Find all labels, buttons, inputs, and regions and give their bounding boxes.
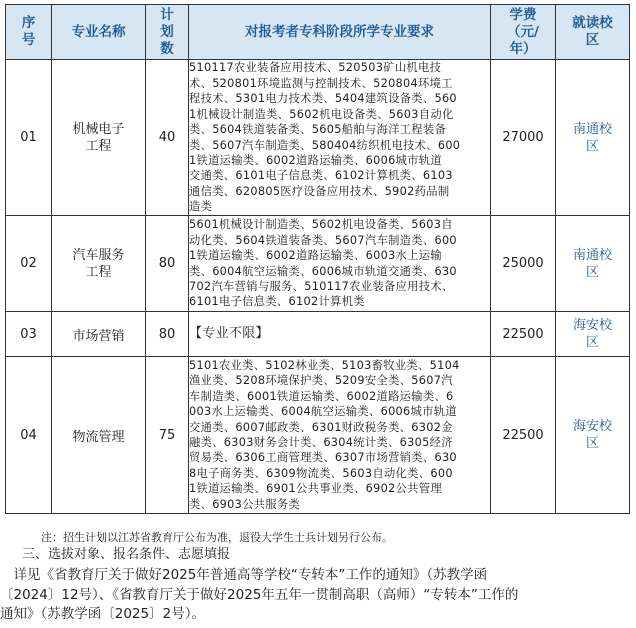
- header-major: 专业名称: [52, 5, 146, 60]
- row-major: 机械电子 工程: [52, 60, 146, 216]
- header-plan: 计 划 数: [146, 5, 189, 60]
- row-seq: 04: [6, 357, 52, 514]
- row-requirement: 510117农业装备应用技术、520503矿山机电技 术、520801环境监测与控制技术、520804环境工 程技术、5301电力技术类、5404建筑设备类、560 1机械设计制造类、5602机电设备类、5603自动化 类、5604铁道装备类、5605船舶与海洋工程装备 类、5607汽车制造类、580404纺织机电技术、600 1铁道运输类、6002道路运输类、6006城市轨道 交通类、6101电子信息类、6102计算机类、6103 通信类、620805医疗设备应用技术、5902药品制 造类: [189, 60, 491, 216]
- row-campus: 海安校 区: [556, 312, 630, 357]
- row-fee: 25000: [491, 216, 556, 312]
- table-row: [6, 216, 630, 312]
- table-row: [6, 357, 630, 514]
- row-plan: 80: [146, 216, 189, 312]
- row-fee: 27000: [491, 60, 556, 216]
- row-requirement: 5101农业类、5102林业类、5103畜牧业类、5104 渔业类、5208环境保护类、5209安全类、5607汽 车制造类、6001铁道运输类、6002道路运输类、6 003水上运输类、6004航空运输类、6006城市轨道 交通类、6007邮政类、6301财政税务类、6302金 融类、6303财务会计类、6304统计类、6305经济 贸易类、6306工商管理类、6307市场营销类、630 8电子商务类、6309物流类、5603自动化类、600 1铁道运输类、6901公共事业类、6902公共管理 类、6903公共服务类: [189, 357, 491, 514]
- table-footnote: 注：招生计划以江苏省教育厅公布为准，退役大学生士兵计划另行公布。: [41, 531, 393, 544]
- table-row: [6, 312, 630, 357]
- row-campus: 南通校 区: [556, 60, 630, 216]
- body-paragraph: [0, 566, 632, 625]
- admissions-table: [5, 4, 630, 514]
- header-campus: 就读校 区: [556, 5, 630, 60]
- paragraph-line: 通知》（苏教学函〔2025〕2号）。: [0, 606, 205, 622]
- paragraph-line: 详见《省教育厅关于做好2025年普通高等学校“专转本”工作的通知》（苏教学函: [0, 567, 488, 583]
- row-seq: 01: [6, 60, 52, 216]
- header-seq: 序 号: [6, 5, 52, 60]
- row-seq: 03: [6, 312, 52, 357]
- section-heading: 三、选拔对象、报名条件、志愿填报: [22, 547, 231, 562]
- row-plan: 75: [146, 357, 189, 514]
- header-fee: 学费 （元/ 年）: [491, 5, 556, 60]
- row-campus: 海安校 区: [556, 357, 630, 514]
- table-row: [6, 60, 630, 216]
- row-requirement: 5601机械设计制造类、5602机电设备类、5603自 动化类、5604铁道装备类、5607汽车制造类、600 1铁道运输类、6002道路运输类、6003水上运输 类、6004航空运输类、6006城市轨道交通类、630 702汽车营销与服务、510117农业装备应用技术、 6101电子信息类、6102计算机类: [189, 216, 491, 312]
- row-campus: 南通校 区: [556, 216, 630, 312]
- row-fee: 22500: [491, 312, 556, 357]
- row-fee: 22500: [491, 357, 556, 514]
- row-plan: 80: [146, 312, 189, 357]
- row-requirement: 【专业不限】: [189, 312, 491, 357]
- row-major: 市场营销: [52, 312, 146, 357]
- row-major: 汽车服务 工程: [52, 216, 146, 312]
- header-requirement: 对报考者专科阶段所学专业要求: [189, 5, 491, 60]
- table-header-row: [6, 5, 630, 60]
- row-plan: 40: [146, 60, 189, 216]
- row-major: 物流管理: [52, 357, 146, 514]
- row-seq: 02: [6, 216, 52, 312]
- paragraph-line: 〔2024〕12号）、《省教育厅关于做好2025年五年一贯制高职（高师）“专转本”工作的: [0, 586, 519, 603]
